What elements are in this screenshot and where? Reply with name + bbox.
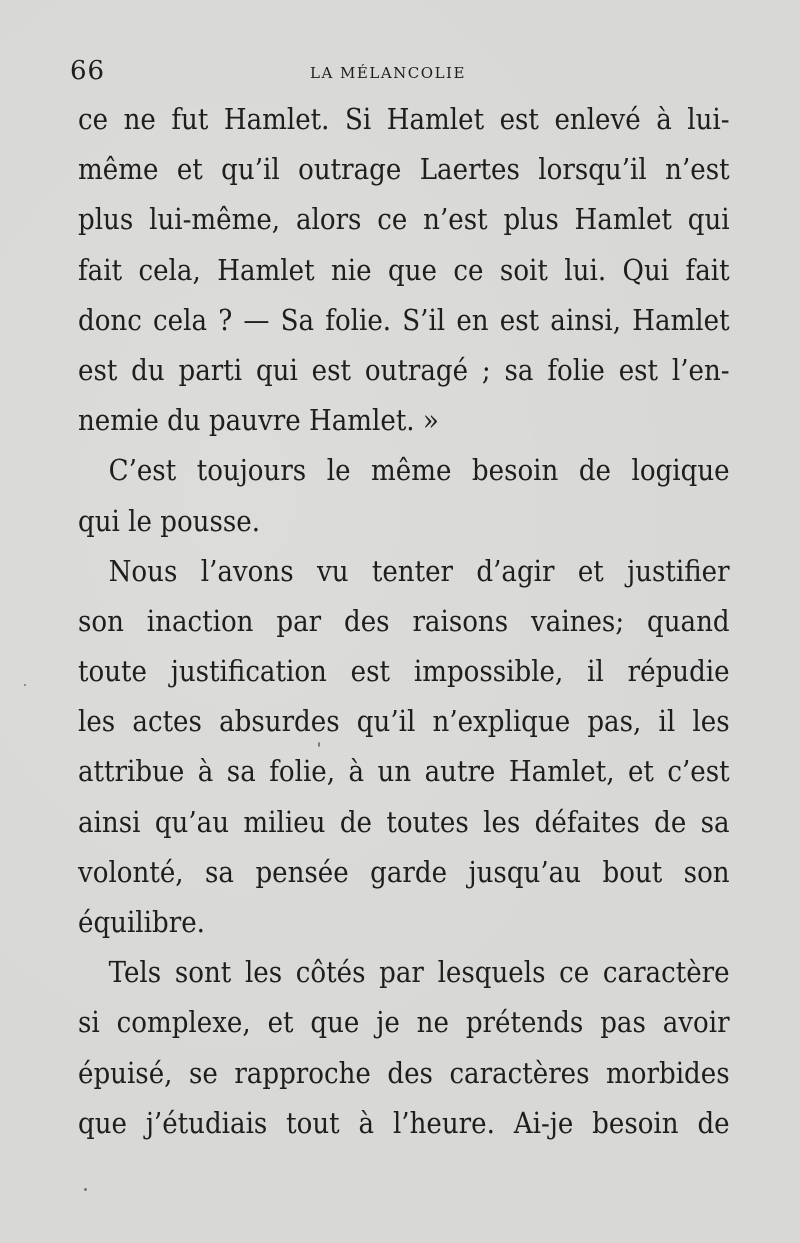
paper-speck — [318, 742, 320, 747]
text-line: toute justification est impossible, il répudie — [78, 654, 730, 689]
text-line: nemie du pauvre Hamlet. » — [78, 403, 439, 438]
text-line: est du parti qui est outragé ; sa folie est l’en- — [78, 352, 730, 387]
text-line: les actes absurdes qu’il n’explique pas, il les — [78, 704, 730, 739]
page-number: 66 — [70, 56, 106, 86]
body-text — [78, 94, 730, 1148]
paper-speck — [84, 1188, 87, 1191]
paragraph-start-line: Nous l’avons vu tenter d’agir et justifier — [108, 553, 730, 588]
text-line: son inaction par des raisons vaines; quand — [78, 603, 730, 638]
text-line: fait cela, Hamlet nie que ce soit lui. Qui fait — [78, 252, 730, 287]
paper-speck — [24, 684, 26, 686]
text-line: si complexe, et que je ne prétends pas avoir — [78, 1005, 730, 1040]
paragraph-start-line: C’est toujours le même besoin de logique — [108, 453, 730, 488]
text-line: même et qu’il outrage Laertes lorsqu’il n’est — [78, 152, 730, 187]
text-line: volonté, sa pensée garde jusqu’au bout son — [78, 854, 730, 889]
text-line: ce ne fut Hamlet. Si Hamlet est enlevé à lui- — [78, 102, 730, 136]
text-line: épuisé, se rapproche des caractères morbides — [78, 1055, 730, 1090]
text-line: équilibre. — [78, 905, 205, 939]
page-header — [70, 56, 730, 90]
text-line: ainsi qu’au milieu de toutes les défaites de sa — [78, 804, 730, 839]
paragraph-start-line: Tels sont les côtés par lesquels ce caractère — [108, 955, 730, 990]
text-line: plus lui-même, alors ce n’est plus Hamlet qui — [78, 202, 730, 237]
running-title: LA MÉLANCOLIE — [310, 64, 466, 82]
text-line: donc cela ? — Sa folie. S’il en est ainsi, Hamlet — [78, 302, 730, 337]
text-line: que j’étudiais tout à l’heure. Ai-je besoin de — [78, 1105, 730, 1140]
text-line: attribue à sa folie, à un autre Hamlet, et c’est — [78, 754, 730, 789]
text-line: qui le pousse. — [78, 503, 261, 538]
